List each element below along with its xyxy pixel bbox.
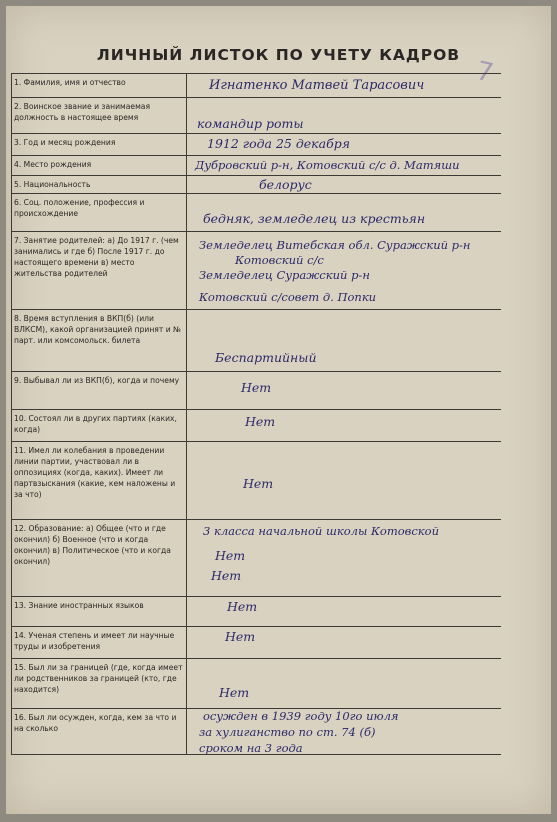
field-value-4: [189, 156, 501, 176]
field-label-10: 10. Состоял ли в других партиях (каких, когда): [11, 410, 187, 442]
handwritten-party-deviations: Нет: [243, 476, 274, 491]
field-label-3: 3. Год и месяц рождения: [11, 134, 187, 156]
handwritten-foreign-languages: Нет: [227, 599, 258, 614]
field-row-8: [11, 309, 501, 372]
field-label-6: 6. Соц. положение, профессия и происхождение: [11, 194, 187, 232]
personnel-record-sheet: [6, 6, 551, 814]
table-bottom-border: [11, 754, 501, 755]
field-label-14: 14. Ученая степень и имеет ли научные труды и изобретения: [11, 627, 187, 659]
field-row-10: [11, 409, 501, 442]
handwritten-conviction-reason: за хулиганство по ст. 74 (б): [199, 725, 376, 739]
field-value-15: [189, 659, 501, 709]
field-value-8: [189, 310, 501, 372]
field-row-16: [11, 708, 501, 755]
document-title: ЛИЧНЫЙ ЛИСТОК ПО УЧЕТУ КАДРОВ: [96, 46, 461, 64]
field-label-13: 13. Знание иностранных языков: [11, 597, 187, 627]
field-value-3: [189, 134, 501, 156]
field-row-14: [11, 626, 501, 659]
handwritten-general-education: 3 класса начальной школы Котовской: [203, 524, 440, 538]
handwritten-parents-selsoviet: Котовский с/с: [235, 253, 324, 267]
field-label-5: 5. Национальность: [11, 176, 187, 194]
handwritten-academic-degree: Нет: [225, 629, 256, 644]
field-value-16: [189, 709, 501, 755]
field-row-2: [11, 97, 501, 134]
field-row-12: [11, 519, 501, 597]
handwritten-birth-date: 1912 года 25 декабря: [207, 136, 350, 151]
handwritten-other-parties: Нет: [245, 414, 276, 429]
field-row-13: [11, 596, 501, 627]
handwritten-rank-position: командир роты: [197, 116, 304, 131]
field-label-16: 16. Был ли осужден, когда, кем за что и на сколько: [11, 709, 187, 755]
field-value-7: [189, 232, 501, 310]
handwritten-parents-residence: Котовский с/совет д. Попки: [199, 290, 377, 304]
handwritten-parents-after-1917: Земледелец Суражский р-н: [199, 268, 370, 282]
handwritten-party-membership: Беспартийный: [215, 350, 317, 365]
handwritten-conviction-term: сроком на 3 года: [199, 741, 303, 755]
handwritten-full-name: Игнатенко Матвей Тарасович: [209, 78, 425, 93]
field-value-1: [189, 74, 501, 98]
field-value-14: [189, 627, 501, 659]
field-label-15: 15. Был ли за границей (где, когда имеет ли родственников за границей (кто, где находится): [11, 659, 187, 709]
field-label-9: 9. Выбывал ли из ВКП(б), когда и почему: [11, 372, 187, 410]
field-row-15: [11, 658, 501, 709]
field-row-4: [11, 155, 501, 176]
handwritten-parents-before-1917: Земледелец Витебская обл. Суражский р-н: [199, 238, 471, 252]
margin-pencil-note: 7: [473, 56, 496, 89]
field-row-7: [11, 231, 501, 310]
field-row-11: [11, 441, 501, 520]
field-value-12: [189, 520, 501, 597]
field-row-3: [11, 133, 501, 156]
handwritten-nationality: белорус: [259, 177, 312, 192]
field-value-6: [189, 194, 501, 232]
field-label-11: 11. Имел ли колебания в проведении линии партии, участвовал ли в оппозициях (когда, каких). Имеет ли партвзыскания (какие, кем наложены и за что): [11, 442, 187, 520]
field-value-13: [189, 597, 501, 627]
handwritten-abroad: Нет: [219, 685, 250, 700]
field-row-1: [11, 73, 501, 98]
field-label-8: 8. Время вступления в ВКП(б) (или ВЛКСМ), какой организацией принят и № парт. или комсомольск. билета: [11, 310, 187, 372]
field-row-9: [11, 371, 501, 410]
field-value-10: [189, 410, 501, 442]
handwritten-birth-place: Дубровский р-н, Котовский с/с д. Матяши: [195, 158, 460, 172]
field-row-5: [11, 175, 501, 194]
field-value-9: [189, 372, 501, 410]
field-value-11: [189, 442, 501, 520]
field-value-5: [189, 176, 501, 194]
field-label-2: 2. Воинское звание и занимаемая должность в настоящее время: [11, 98, 187, 134]
handwritten-conviction-date: осужден в 1939 году 10го июля: [203, 709, 399, 723]
handwritten-party-exit: Нет: [241, 380, 272, 395]
field-row-6: [11, 193, 501, 232]
field-value-2: [189, 98, 501, 134]
handwritten-political-education: Нет: [211, 568, 242, 583]
field-label-12: 12. Образование: а) Общее (что и где окончил) б) Военное (что и когда окончил) в) Политическое (что и когда окончил): [11, 520, 187, 597]
field-label-1: 1. Фамилия, имя и отчество: [11, 74, 187, 98]
handwritten-social-status: бедняк, земледелец из крестьян: [203, 211, 426, 226]
field-label-4: 4. Место рождения: [11, 156, 187, 176]
handwritten-military-education: Нет: [215, 548, 246, 563]
field-label-7: 7. Занятие родителей: а) До 1917 г. (чем занимались и где б) После 1917 г. до настоящего времени в) место жительства родителей: [11, 232, 187, 310]
